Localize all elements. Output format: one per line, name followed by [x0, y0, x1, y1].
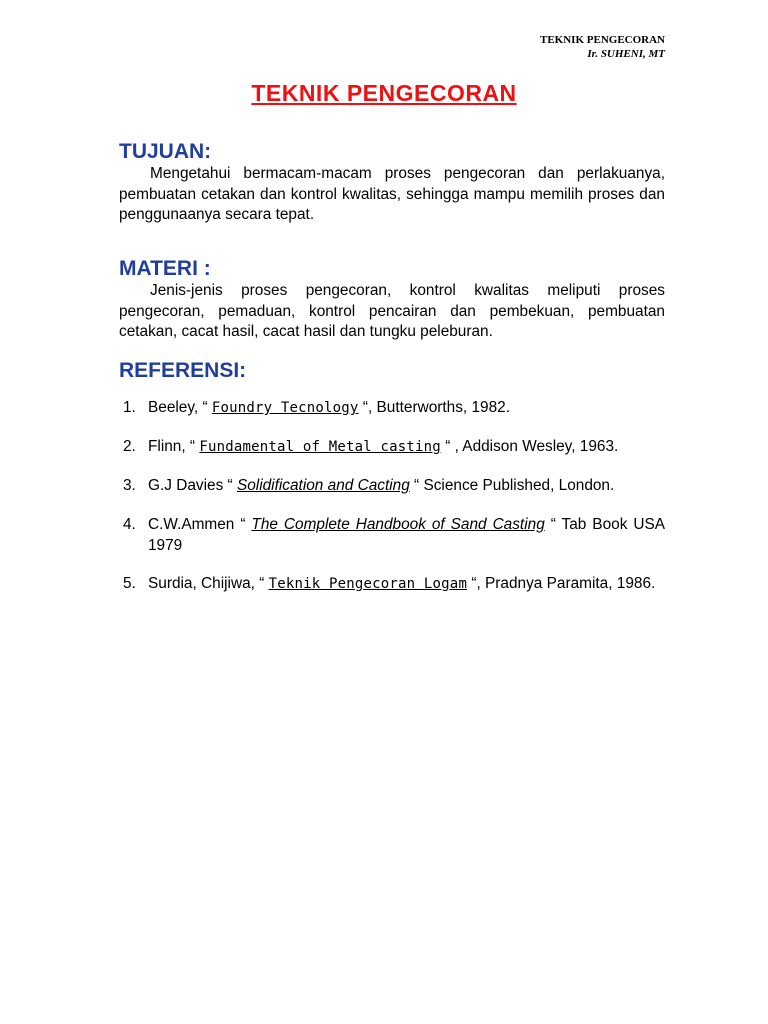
- reference-title: Fundamental of Metal casting: [199, 439, 441, 455]
- reference-author: Beeley, “: [148, 399, 212, 416]
- reference-title: Teknik Pengecoran Logam: [268, 576, 468, 592]
- materi-paragraph: [119, 281, 665, 343]
- reference-item-4: [123, 515, 665, 556]
- reference-number: 2.: [123, 438, 136, 455]
- materi-text: Jenis-jenis proses pengecoran, kontrol kwalitas meliputi proses pengecoran, pemaduan, kontrol pencairan dan pembekuan, pembuatan cetakan, cacat hasil, cacat hasil dan tungku peleburan.: [119, 282, 665, 340]
- reference-item-3: [123, 476, 665, 497]
- reference-number: 4.: [123, 516, 136, 533]
- reference-author: Surdia, Chijiwa, “: [148, 575, 269, 592]
- reference-item-1: [123, 398, 665, 419]
- reference-title: Solidification and Cacting: [236, 477, 410, 494]
- reference-item-2: [123, 437, 665, 458]
- reference-publisher: “ , Addison Wesley, 1963.: [440, 438, 619, 455]
- reference-title: The Complete Handbook of Sand Casting: [251, 516, 545, 533]
- reference-number: 5.: [123, 575, 136, 592]
- reference-author: C.W.Ammen “: [148, 516, 252, 533]
- reference-number: 3.: [123, 477, 136, 494]
- referensi-heading: REFERENSI:: [119, 359, 247, 382]
- tujuan-heading: TUJUAN:: [119, 140, 212, 163]
- header-course-title: TEKNIK PENGECORAN: [540, 34, 665, 46]
- reference-publisher: “ Tab Book USA 1979: [148, 516, 665, 554]
- reference-title: Foundry Tecnology: [211, 400, 359, 416]
- reference-publisher: “, Butterworths, 1982.: [358, 399, 510, 416]
- tujuan-paragraph: [119, 164, 665, 226]
- tujuan-text: Mengetahui bermacam-macam proses pengecoran dan perlakuanya, pembuatan cetakan dan kontrol kwalitas, sehingga mampu memilih proses dan penggunaanya secara tepat.: [119, 165, 665, 223]
- materi-heading: MATERI :: [119, 257, 211, 280]
- reference-number: 1.: [123, 399, 136, 416]
- reference-publisher: “, Pradnya Paramita, 1986.: [467, 575, 656, 592]
- reference-author: Flinn, “: [148, 438, 200, 455]
- reference-publisher: “ Science Published, London.: [409, 477, 615, 494]
- running-header: [540, 33, 665, 61]
- reference-item-5: [123, 574, 665, 595]
- document-title: TEKNIK PENGECORAN: [251, 80, 517, 106]
- reference-author: G.J Davies “: [148, 477, 237, 494]
- header-author: Ir. SUHENI, MT: [587, 48, 665, 60]
